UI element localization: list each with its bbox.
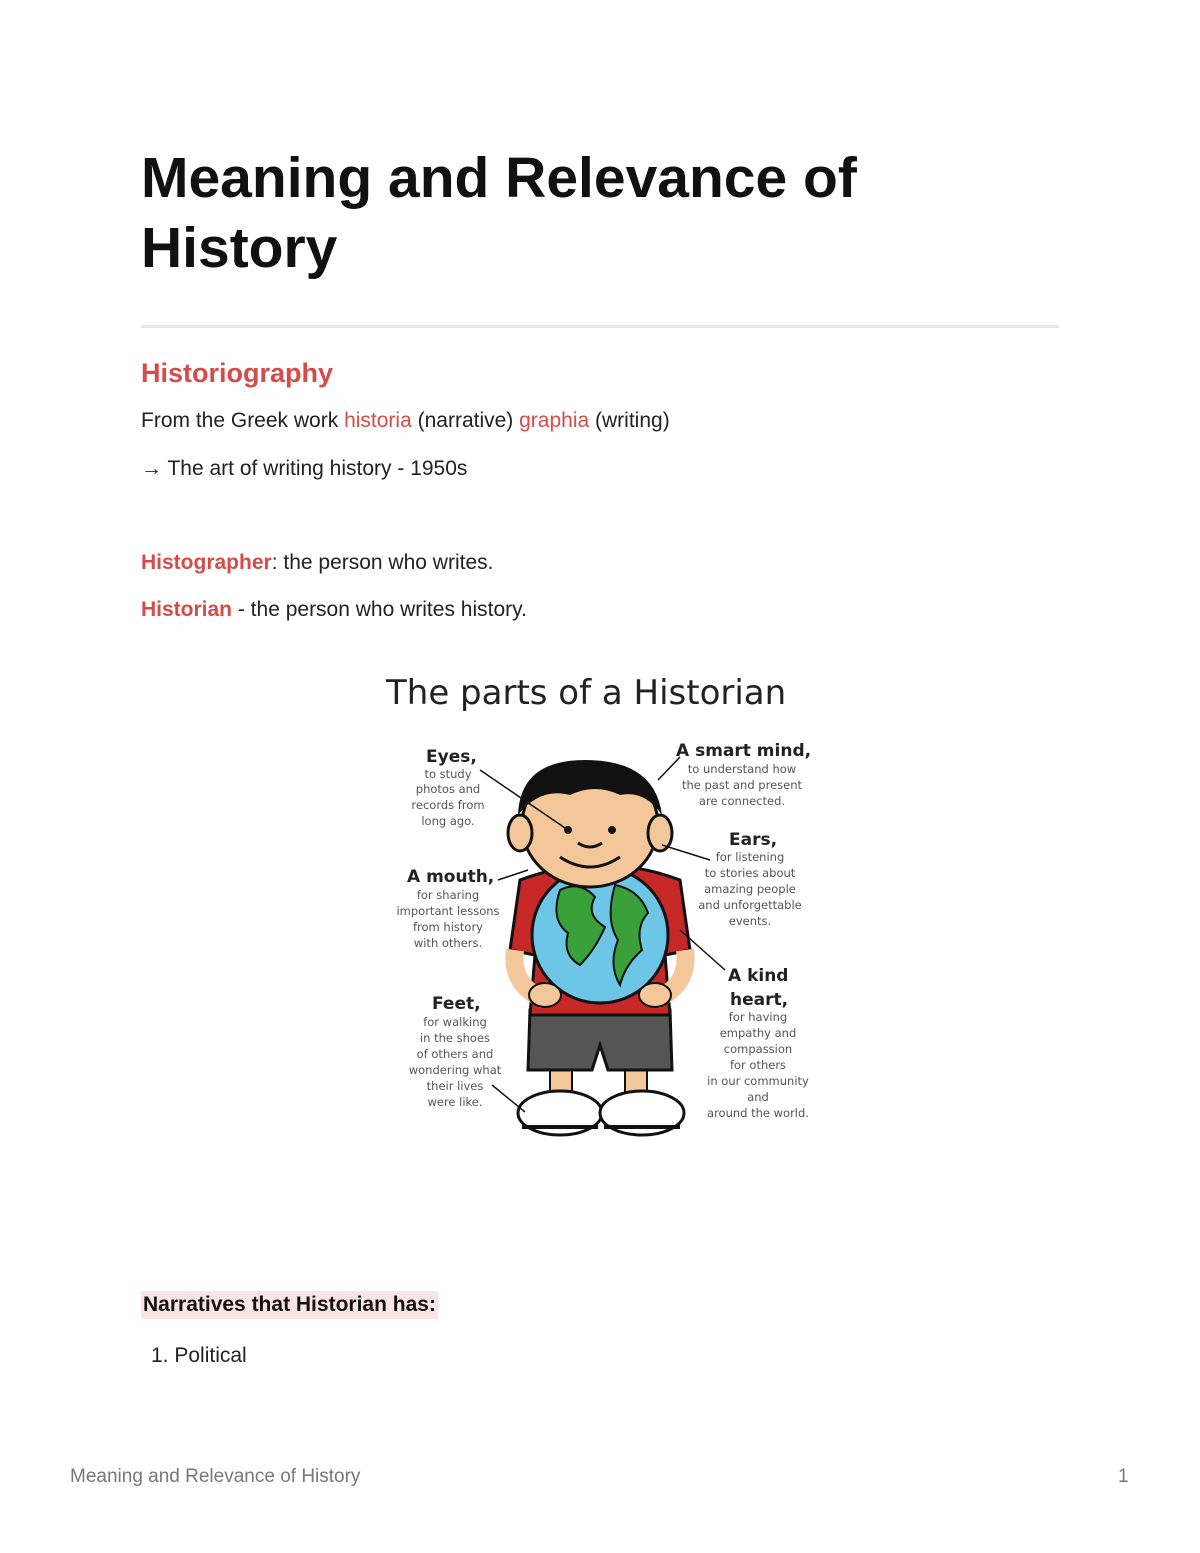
- svg-text:events.: events.: [728, 914, 772, 928]
- svg-text:for having: for having: [728, 1010, 788, 1024]
- svg-text:photos and: photos and: [415, 782, 481, 796]
- svg-text:and unforgettable: and unforgettable: [698, 898, 802, 912]
- divider: [141, 325, 1059, 328]
- page-title-line-2: History: [141, 216, 338, 280]
- term-historia: historia: [344, 409, 412, 432]
- illustration-title: The parts of a Historian: [386, 673, 787, 713]
- svg-text:with others.: with others.: [413, 936, 483, 950]
- term-historian: Historian: [141, 598, 233, 621]
- svg-text:important lessons: important lessons: [396, 904, 500, 918]
- svg-text:for walking: for walking: [423, 1015, 487, 1029]
- svg-text:A mouth,: A mouth,: [407, 867, 495, 887]
- label-heart: [707, 966, 809, 1120]
- svg-text:wondering what: wondering what: [408, 1063, 502, 1077]
- svg-text:amazing people: amazing people: [704, 882, 796, 896]
- gloss-narrative: (narrative): [411, 409, 520, 432]
- svg-text:to study: to study: [424, 767, 472, 781]
- svg-text:of others and: of others and: [416, 1047, 494, 1061]
- svg-text:for others: for others: [729, 1058, 787, 1072]
- svg-text:compassion: compassion: [723, 1042, 793, 1056]
- svg-text:the past and present: the past and present: [681, 778, 803, 792]
- historian-line: [141, 597, 527, 623]
- svg-text:their lives: their lives: [426, 1079, 484, 1093]
- page-title-line-1: Meaning and Relevance of: [141, 146, 857, 210]
- svg-text:in our community: in our community: [707, 1074, 809, 1088]
- label-mouth: [396, 867, 499, 950]
- footer-title: Meaning and Relevance of History: [70, 1466, 361, 1487]
- origin-line: [141, 408, 670, 434]
- histographer-text: : the person who writes.: [271, 551, 494, 574]
- narratives-list: [151, 1343, 247, 1369]
- svg-text:long ago.: long ago.: [421, 814, 475, 828]
- definition-line: → The art of writing history - 1950s: [141, 457, 468, 480]
- svg-text:Eyes,: Eyes,: [426, 747, 477, 767]
- svg-text:for sharing: for sharing: [416, 888, 480, 902]
- origin-prefix: From the Greek work: [141, 409, 345, 432]
- svg-text:A kind: A kind: [728, 966, 789, 986]
- svg-text:records from: records from: [411, 798, 485, 812]
- label-eyes: [411, 747, 484, 828]
- svg-text:empathy and: empathy and: [719, 1026, 797, 1040]
- narratives-heading: Narratives that Historian has:: [141, 1291, 438, 1319]
- svg-text:were like.: were like.: [427, 1095, 483, 1109]
- page-number: 1: [1118, 1466, 1129, 1487]
- svg-text:to stories about: to stories about: [704, 866, 796, 880]
- svg-text:from history: from history: [413, 920, 483, 934]
- page-title: [141, 143, 1041, 283]
- historian-text: - the person who writes history.: [232, 598, 527, 621]
- term-graphia: graphia: [519, 409, 590, 432]
- boy-drawing: [508, 760, 690, 1135]
- svg-text:A smart mind,: A smart mind,: [676, 741, 812, 761]
- svg-text:for listening: for listening: [715, 850, 785, 864]
- term-histographer: Histographer: [141, 551, 272, 574]
- svg-text:Ears,: Ears,: [729, 830, 778, 850]
- svg-text:around the world.: around the world.: [707, 1106, 809, 1120]
- histographer-line: [141, 550, 493, 576]
- svg-text:heart,: heart,: [730, 990, 789, 1010]
- svg-text:to understand how: to understand how: [687, 762, 797, 776]
- svg-text:are connected.: are connected.: [698, 794, 786, 808]
- label-mind: [676, 741, 811, 808]
- historian-illustration: [380, 665, 840, 1155]
- gloss-writing: (writing): [589, 409, 670, 432]
- svg-text:in the shoes: in the shoes: [419, 1031, 491, 1045]
- section-heading: Historiography: [141, 358, 334, 388]
- label-feet: [409, 994, 502, 1109]
- label-ears: [698, 830, 802, 928]
- svg-text:and: and: [747, 1090, 769, 1104]
- list-item: 1. Political: [151, 1344, 247, 1367]
- svg-text:Feet,: Feet,: [432, 994, 481, 1014]
